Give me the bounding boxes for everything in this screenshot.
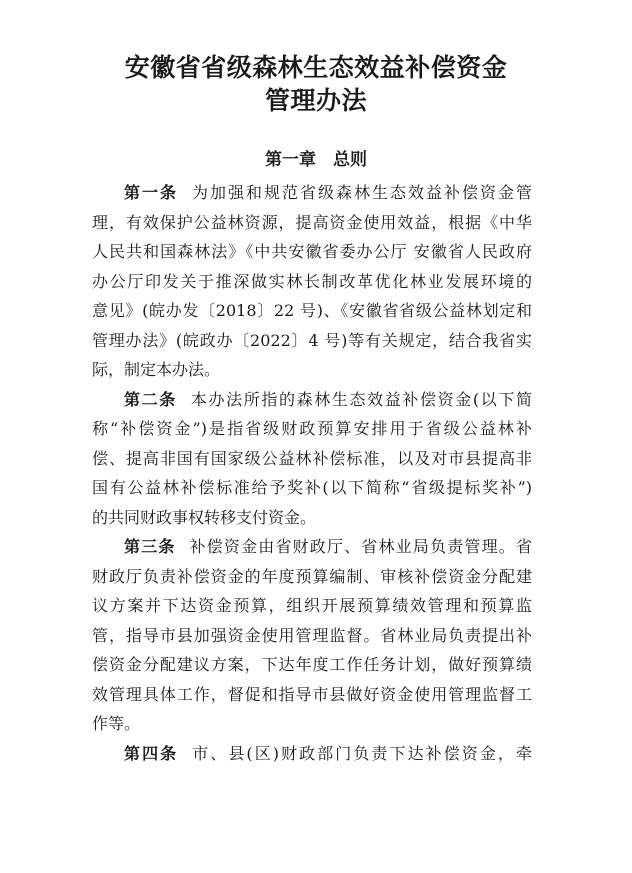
article-2-line-2: 称“补偿资金”)是指省级财政预算安排用于省级公益林补 [92,419,532,438]
article-1-line-6: 管理办法》(皖政办〔2022〕4 号)等有关规定，结合我省实 [92,330,532,350]
article-3-label: 第三条 [124,537,176,556]
article-2-label: 第二条 [124,389,177,409]
article-1-line-5: 意见》(皖办发〔2018〕22 号)、《安徽省省级公益林划定和 [92,301,532,320]
article-2-line-1: 第二条 本办法所指的森林生态效益补偿资金(以下简 [124,389,532,409]
article-2-line-3: 偿、提高非国有国家级公益林补偿标准，以及对市县提高非 [92,448,532,468]
document-title-line-1: 安徽省省级森林生态效益补偿资金 [124,53,508,82]
article-4-line-1: 第四条 市、县(区)财政部门负责下达补偿资金，牵 [124,743,532,763]
article-3-line-3: 议方案并下达资金预算，组织开展预算绩效管理和预算监 [92,596,532,615]
document-title-line-2: 管理办法 [264,86,367,115]
article-3-line-2: 财政厅负责补偿资金的年度预算编制、审核补偿资金分配建 [92,566,532,586]
article-2-line-5: 的共同财政事权转移支付资金。 [92,507,317,527]
article-3-line-7: 作等。 [92,714,141,733]
article-3-line-1: 第三条 补偿资金由省财政厅、省林业局负责管理。省 [124,537,532,556]
article-2-line-4: 国有公益林补偿标准给予奖补(以下简称“省级提标奖补”) [92,478,532,497]
article-1-line-4: 办公厅印发关于推深做实林长制改革优化林业发展环境的 [92,271,532,291]
article-4-label: 第四条 [124,743,179,763]
article-1-line-3: 人民共和国森林法》《中共安徽省委办公厅 安徽省人民政府 [92,242,532,261]
article-3-line-4: 管，指导市县加强资金使用管理监督。省林业局负责提出补 [92,625,532,645]
article-3-line-6: 效管理具体工作，督促和指导市县做好资金使用管理监督工 [92,684,532,704]
article-1-label: 第一条 [124,183,178,202]
article-1-line-7: 际，制定本办法。 [92,360,221,379]
article-1-line-1: 第一条 为加强和规范省级森林生态效益补偿资金管 [124,183,532,202]
article-3-line-5: 偿资金分配建议方案，下达年度工作任务计划，做好预算绩 [92,655,532,674]
document-body [92,178,532,768]
chapter-heading: 第一章 总则 [265,150,367,170]
article-1-line-2: 理，有效保护公益林资源，提高资金使用效益，根据《中华 [92,212,532,232]
